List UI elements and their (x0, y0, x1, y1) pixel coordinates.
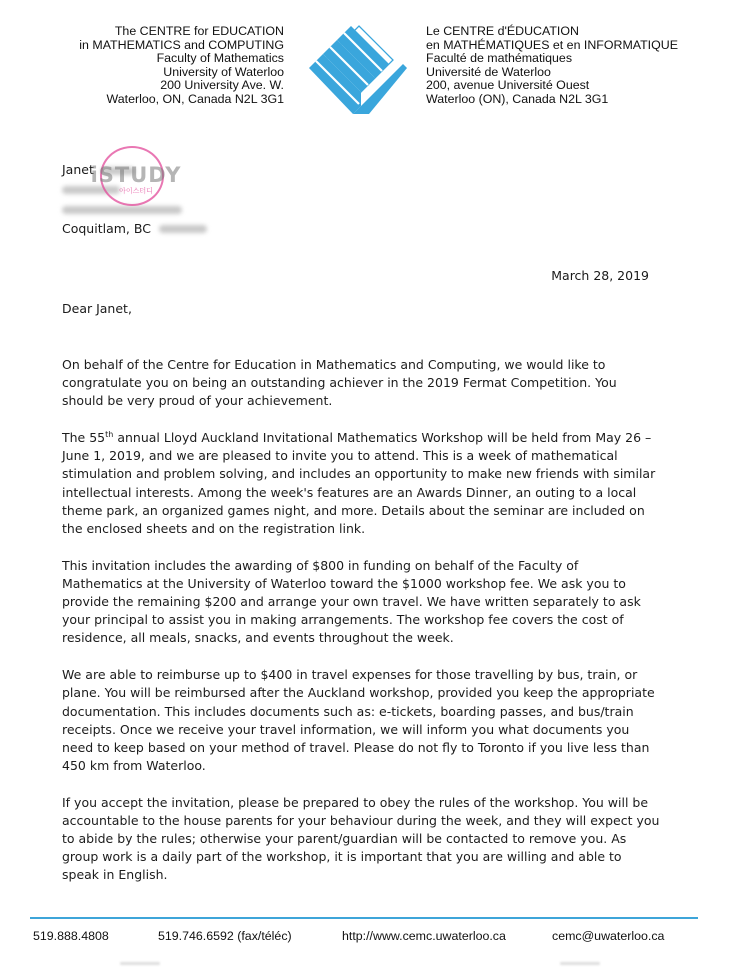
redacted-street (62, 206, 182, 214)
salutation: Dear Janet, (62, 301, 132, 316)
university-name: University of Waterloo (163, 64, 284, 79)
faculty-name: Faculty of Mathematics (156, 51, 284, 65)
org-name-fr-line-2: en MATHÉMATIQUES et en INFORMATIQUE (426, 37, 678, 52)
workshop-description: annual Lloyd Auckland Invitational Mathematics Workshop will be held from May 26 – June 1, 2019, and we are pleased to invite you to attend. This is a week of mathematical stimulation and problem solving, and includes an opportunity to make new friends with similar intellectual interests. Among the week's features are an Awards Dinner, an outing to a local theme park, an organized games night, and more. Details about the seminar are included on the enclosed sheets and on the registration link. (62, 430, 656, 536)
recipient-city: Coquitlam, BC (62, 220, 151, 236)
workshop-number: The 55 (62, 430, 106, 446)
header-english-address (60, 25, 284, 106)
ordinal-suffix: th (105, 430, 114, 440)
cemc-logo-icon (305, 22, 411, 118)
footer-divider (30, 917, 698, 919)
city-postal-fr: Waterloo (ON), Canada N2L 3G1 (426, 91, 609, 106)
footer-email: cemc@uwaterloo.ca (552, 929, 665, 943)
letter-body (62, 356, 662, 903)
paragraph-funding: This invitation includes the awarding of $800 in funding on behalf of the Faculty of Mathematics at the University of Waterloo toward the $1000 workshop fee. We ask you to provide the remaining $200 and arrange your own travel. We have written separately to ask your principal to assist you in making arrangements. The workshop fee covers the cost of residence, all meals, snacks, and events throughout the week. (62, 557, 641, 646)
recipient-name: Janet (62, 162, 94, 177)
footer-phone: 519.888.4808 (33, 929, 109, 943)
org-name-line-1: The CENTRE for EDUCATION (114, 24, 284, 38)
street-address-fr: 200, avenue Université Ouest (426, 78, 590, 92)
footer-website: http://www.cemc.uwaterloo.ca (342, 929, 506, 943)
street-address: 200 University Ave. W. (160, 78, 284, 92)
stamp-subtext: 아이스터디 (119, 188, 153, 195)
header-french-address (426, 25, 726, 106)
paragraph-workshop-invitation (62, 429, 662, 538)
stamp-logo-text: iSTUDY (90, 163, 182, 187)
org-name-line-2: in MATHEMATICS and COMPUTING (79, 37, 284, 52)
university-name-fr: Université de Waterloo (426, 64, 551, 79)
org-name-fr-line-1: Le CENTRE d'ÉDUCATION (426, 24, 579, 38)
footer-fax: 519.746.6592 (fax/téléc) (158, 929, 292, 943)
paragraph-travel-reimbursement: We are able to reimburse up to $400 in travel expenses for those travelling by bus, train, or plane. You will be reimbursed after the Auckland workshop, provided you keep the appropriate documentation. This includes documents such as: e-tickets, boarding passes, and bus/train receipts. Once we receive your travel information, we will inform you what documents you need to keep based on your method of travel. Please do not fly to Toronto if you live less than 450 km from Waterloo. (62, 667, 655, 773)
letter-date: March 28, 2019 (551, 268, 649, 283)
faculty-name-fr: Faculté de mathématiques (426, 51, 573, 65)
paragraph-congratulations: On behalf of the Centre for Education in Mathematics and Computing, we would like to congratulate you on being an outstanding achiever in the 2019 Fermat Competition. You should be very proud of your achievement. (62, 357, 617, 409)
city-postal: Waterloo, ON, Canada N2L 3G1 (106, 91, 284, 106)
scan-smudge (120, 962, 160, 965)
scan-smudge (560, 962, 600, 965)
paragraph-rules: If you accept the invitation, please be prepared to obey the rules of the workshop. You will be accountable to the house parents for your behaviour during the week, and they will expect you to abide by the rules; otherwise your parent/guardian will be contacted to remove you. As group work is a daily part of the workshop, it is important that you are willing and able to speak in English. (62, 794, 660, 883)
watermark-stamp (88, 146, 184, 206)
redacted-postal-code (159, 225, 207, 233)
